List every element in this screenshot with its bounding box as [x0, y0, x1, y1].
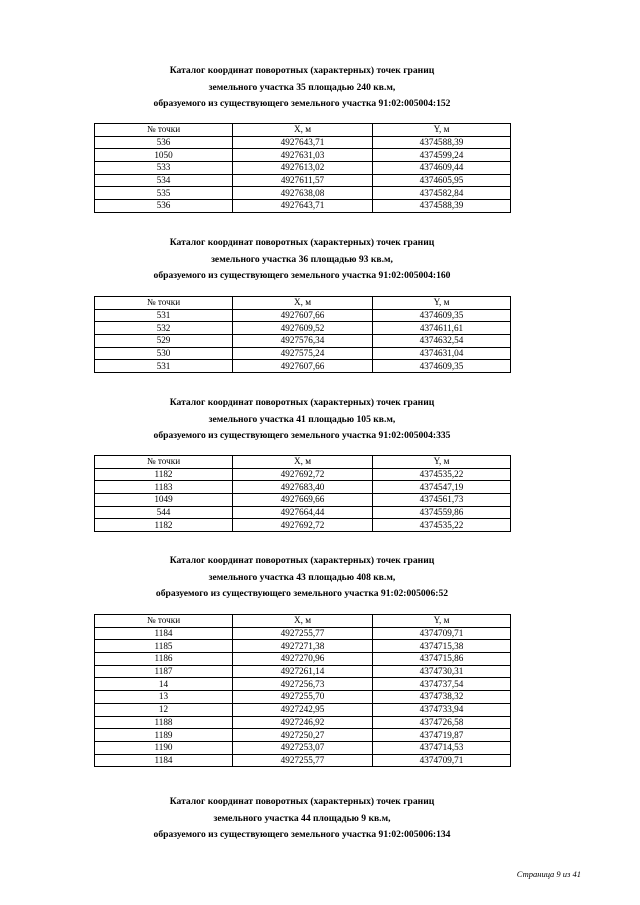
table-row — [95, 691, 511, 704]
coords-table — [94, 296, 511, 373]
table-row — [95, 703, 511, 716]
page-number: Страница 9 из 41 — [516, 869, 581, 879]
section-title — [94, 794, 510, 844]
table-row — [95, 741, 511, 754]
column-header: № точки — [95, 456, 233, 469]
table-cell: 4927255,77 — [233, 754, 373, 767]
table-row — [95, 754, 511, 767]
column-header: Y, м — [373, 124, 511, 137]
table-cell: 1190 — [95, 741, 233, 754]
table-cell: 4927576,34 — [233, 335, 373, 348]
catalog-section-2 — [94, 235, 510, 285]
table-cell: 4374588,39 — [373, 200, 511, 213]
table-cell: 4374719,87 — [373, 729, 511, 742]
table-row — [95, 309, 511, 322]
table-cell: 4374631,04 — [373, 347, 511, 360]
table-cell: 1188 — [95, 716, 233, 729]
table-cell: 534 — [95, 174, 233, 187]
coords-table-3-wrap — [94, 455, 510, 532]
section-title-line: Каталог координат поворотных (характерных) точек границ — [169, 555, 435, 566]
section-title-line: земельного участка 36 площадью 93 кв.м, — [211, 253, 393, 265]
table-cell: 4374730,31 — [373, 665, 511, 678]
table-cell: 4927242,95 — [233, 703, 373, 716]
table-header-row — [95, 456, 511, 469]
table-cell: 4374715,38 — [373, 640, 511, 653]
column-header: X, м — [233, 615, 373, 628]
catalog-section-4 — [94, 553, 510, 603]
table-cell: 4374733,94 — [373, 703, 511, 716]
table-cell: 4927683,40 — [233, 481, 373, 494]
section-title — [94, 395, 510, 445]
table-cell: 4927669,66 — [233, 494, 373, 507]
section-title-line: образуемого из существующего земельного участка 91:02:005004:160 — [153, 270, 451, 281]
table-cell: 4374559,86 — [373, 506, 511, 519]
table-cell: 1186 — [95, 653, 233, 666]
table-row — [95, 347, 511, 360]
table-cell: 4374714,53 — [373, 741, 511, 754]
table-cell: 4374582,84 — [373, 187, 511, 200]
table-row — [95, 149, 511, 162]
section-title-line: образуемого из существующего земельного участка 91:02:005006:134 — [153, 829, 451, 840]
table-cell: 4374738,32 — [373, 691, 511, 704]
section-title-line: Каталог координат поворотных (характерных) точек границ — [169, 65, 435, 76]
table-cell: 536 — [95, 136, 233, 149]
table-cell: 4927607,66 — [233, 360, 373, 373]
table-row — [95, 729, 511, 742]
table-cell: 1049 — [95, 494, 233, 507]
column-header: № точки — [95, 297, 233, 310]
table-header-row — [95, 297, 511, 310]
table-cell: 1184 — [95, 754, 233, 767]
table-cell: 4374535,22 — [373, 468, 511, 481]
table-cell: 4374605,95 — [373, 174, 511, 187]
table-cell: 12 — [95, 703, 233, 716]
table-cell: 4927613,02 — [233, 162, 373, 175]
table-row — [95, 468, 511, 481]
table-cell: 529 — [95, 335, 233, 348]
table-cell: 1182 — [95, 519, 233, 532]
section-title-line: Каталог координат поворотных (характерных) точек границ — [169, 237, 435, 248]
table-row — [95, 665, 511, 678]
table-row — [95, 640, 511, 653]
section-title-line: образуемого из существующего земельного участка 91:02:005006:52 — [155, 588, 449, 599]
table-row — [95, 187, 511, 200]
section-title-line: Каталог координат поворотных (характерных) точек границ — [169, 796, 435, 807]
table-row — [95, 200, 511, 213]
table-cell: 4927246,92 — [233, 716, 373, 729]
section-title-line: Каталог координат поворотных (характерных) точек границ — [169, 397, 435, 408]
table-cell: 4927643,71 — [233, 200, 373, 213]
table-row — [95, 506, 511, 519]
table-cell: 1189 — [95, 729, 233, 742]
table-cell: 4927638,08 — [233, 187, 373, 200]
table-cell: 13 — [95, 691, 233, 704]
table-cell: 4374611,61 — [373, 322, 511, 335]
column-header: X, м — [233, 124, 373, 137]
table-cell: 4927261,14 — [233, 665, 373, 678]
table-cell: 531 — [95, 360, 233, 373]
table-row — [95, 136, 511, 149]
table-cell: 4374599,24 — [373, 149, 511, 162]
section-title-line: образуемого из существующего земельного участка 91:02:005004:152 — [153, 98, 451, 109]
table-cell: 531 — [95, 309, 233, 322]
table-cell: 4927253,07 — [233, 741, 373, 754]
table-cell: 4927607,66 — [233, 309, 373, 322]
coords-table — [94, 123, 511, 213]
table-row — [95, 481, 511, 494]
table-cell: 4927631,03 — [233, 149, 373, 162]
table-row — [95, 335, 511, 348]
section-title-line: земельного участка 43 площадью 408 кв.м, — [208, 571, 396, 583]
table-cell: 536 — [95, 200, 233, 213]
table-row — [95, 627, 511, 640]
coords-table-1-wrap — [94, 123, 510, 213]
table-cell: 4927255,70 — [233, 691, 373, 704]
table-row — [95, 494, 511, 507]
table-cell: 4374737,54 — [373, 678, 511, 691]
table-cell: 535 — [95, 187, 233, 200]
column-header: № точки — [95, 615, 233, 628]
table-header-row — [95, 615, 511, 628]
column-header: Y, м — [373, 456, 511, 469]
coords-table — [94, 614, 511, 767]
table-cell: 532 — [95, 322, 233, 335]
table-cell: 544 — [95, 506, 233, 519]
table-cell: 1184 — [95, 627, 233, 640]
coords-table-4-wrap — [94, 614, 510, 767]
table-cell: 4374609,44 — [373, 162, 511, 175]
table-cell: 533 — [95, 162, 233, 175]
table-cell: 4927609,52 — [233, 322, 373, 335]
table-cell: 4374609,35 — [373, 309, 511, 322]
table-cell: 4927271,38 — [233, 640, 373, 653]
column-header: X, м — [233, 297, 373, 310]
column-header: Y, м — [373, 297, 511, 310]
column-header: Y, м — [373, 615, 511, 628]
table-cell: 4374726,58 — [373, 716, 511, 729]
table-cell: 4374632,54 — [373, 335, 511, 348]
column-header: X, м — [233, 456, 373, 469]
table-row — [95, 519, 511, 532]
table-cell: 4374709,71 — [373, 754, 511, 767]
table-cell: 4927255,77 — [233, 627, 373, 640]
table-cell: 1185 — [95, 640, 233, 653]
table-header-row — [95, 124, 511, 137]
table-cell: 4927664,44 — [233, 506, 373, 519]
table-row — [95, 716, 511, 729]
table-row — [95, 174, 511, 187]
table-cell: 4927270,96 — [233, 653, 373, 666]
coords-table — [94, 455, 511, 532]
section-title — [94, 235, 510, 285]
table-row — [95, 653, 511, 666]
section-title-line: земельного участка 35 площадью 240 кв.м, — [208, 81, 396, 93]
table-cell: 4374561,73 — [373, 494, 511, 507]
catalog-section-5 — [94, 794, 510, 844]
table-row — [95, 678, 511, 691]
table-cell: 4927250,27 — [233, 729, 373, 742]
section-title-line: земельного участка 44 площадью 9 кв.м, — [213, 812, 391, 824]
table-cell: 4374709,71 — [373, 627, 511, 640]
table-cell: 4927643,71 — [233, 136, 373, 149]
table-cell: 4374535,22 — [373, 519, 511, 532]
table-cell: 530 — [95, 347, 233, 360]
table-cell: 4927575,24 — [233, 347, 373, 360]
catalog-section-3 — [94, 395, 510, 445]
coords-table-2-wrap — [94, 296, 510, 373]
table-row — [95, 360, 511, 373]
section-title — [94, 63, 510, 113]
table-cell: 4927611,57 — [233, 174, 373, 187]
table-cell: 4374547,19 — [373, 481, 511, 494]
table-cell: 4374609,35 — [373, 360, 511, 373]
table-cell: 14 — [95, 678, 233, 691]
table-cell: 1050 — [95, 149, 233, 162]
table-cell: 1187 — [95, 665, 233, 678]
table-cell: 1182 — [95, 468, 233, 481]
table-row — [95, 322, 511, 335]
table-cell: 1183 — [95, 481, 233, 494]
table-cell: 4374715,86 — [373, 653, 511, 666]
section-title-line: земельного участка 41 площадью 105 кв.м, — [208, 413, 396, 425]
table-cell: 4927256,73 — [233, 678, 373, 691]
section-title-line: образуемого из существующего земельного участка 91:02:005004:335 — [153, 430, 451, 441]
table-cell: 4927692,72 — [233, 519, 373, 532]
catalog-section-1 — [94, 63, 510, 113]
section-title — [94, 553, 510, 603]
table-cell: 4927692,72 — [233, 468, 373, 481]
table-row — [95, 162, 511, 175]
table-cell: 4374588,39 — [373, 136, 511, 149]
column-header: № точки — [95, 124, 233, 137]
